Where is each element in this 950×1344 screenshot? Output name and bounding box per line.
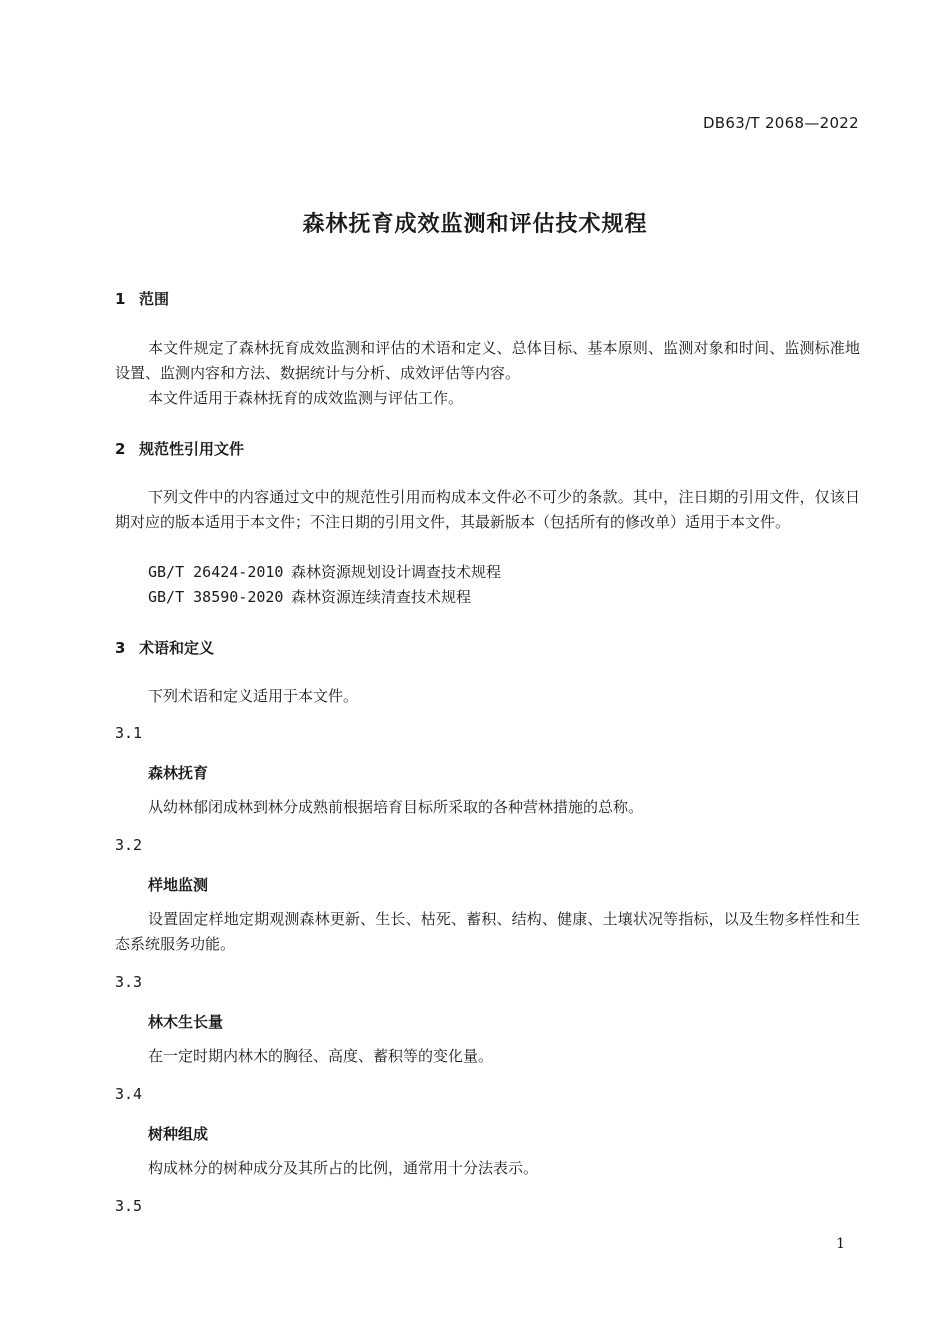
document-title: 森林抚育成效监测和评估技术规程 (302, 212, 648, 237)
paragraph: 本文件规定了森林抚育成效监测和评估的术语和定义、总体目标、基本原则、监测对象和时间、监测标准地设置、监测内容和方法、数据统计与分析、成效评估等内容。 (115, 339, 860, 382)
reference-code: GB/T 26424-2010 (148, 563, 284, 581)
section-number: 2 (115, 440, 126, 458)
term-number: 3.3 (115, 973, 143, 991)
term-name: 树种组成 (148, 1125, 209, 1143)
reference-entry (148, 560, 501, 585)
document-code: DB63/T 2068—2022 (702, 114, 859, 132)
section-number: 1 (115, 290, 126, 308)
term-number: 3.5 (115, 1197, 143, 1215)
paragraph: 下列文件中的内容通过文中的规范性引用而构成本文件必不可少的条款。其中，注日期的引用文件，仅该日期对应的版本适用于本文件；不注日期的引用文件，其最新版本（包括所有的修改单）适用于本文件。 (115, 488, 860, 531)
term-definition: 在一定时期内林木的胸径、高度、蓄积等的变化量。 (148, 1047, 494, 1065)
term-number: 3.1 (115, 724, 143, 742)
page-number: 1 (836, 1236, 845, 1252)
reference-entry (148, 585, 471, 610)
section-heading-2 (115, 438, 244, 459)
term-name: 林木生长量 (148, 1013, 224, 1031)
term-name: 森林抚育 (148, 764, 209, 782)
term-definition: 从幼林郁闭成林到林分成熟前根据培育目标所采取的各种营林措施的总称。 (148, 798, 644, 816)
reference-title: 森林资源连续清查技术规程 (291, 588, 472, 606)
paragraph: 本文件适用于森林抚育的成效监测与评估工作。 (148, 389, 464, 407)
section-heading-1 (115, 288, 169, 309)
section-title: 规范性引用文件 (139, 440, 245, 458)
term-definition: 设置固定样地定期观测森林更新、生长、枯死、蓄积、结构、健康、土壤状况等指标，以及生物多样性和生态系统服务功能。 (115, 910, 860, 953)
reference-title: 森林资源规划设计调查技术规程 (291, 563, 502, 581)
reference-code: GB/T 38590-2020 (148, 588, 284, 606)
term-name: 样地监测 (148, 876, 209, 894)
section-title: 范围 (139, 290, 170, 308)
section-heading-3 (115, 637, 214, 658)
term-number: 3.4 (115, 1085, 143, 1103)
term-definition: 构成林分的树种成分及其所占的比例，通常用十分法表示。 (148, 1159, 539, 1177)
section-number: 3 (115, 639, 126, 657)
term-number: 3.2 (115, 836, 143, 854)
paragraph: 下列术语和定义适用于本文件。 (148, 687, 359, 705)
section-title: 术语和定义 (139, 639, 215, 657)
